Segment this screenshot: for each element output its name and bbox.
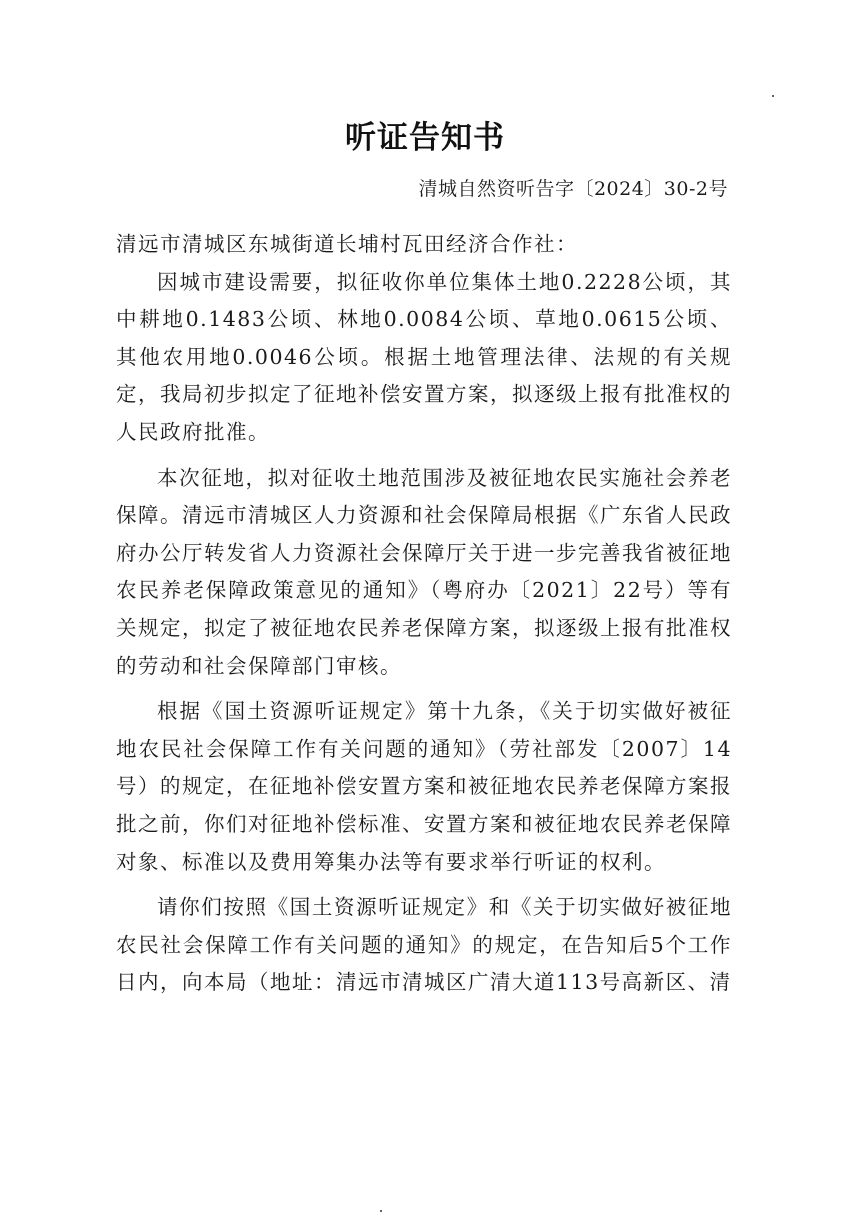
- paragraph-2: 本次征地，拟对征收土地范围涉及被征地农民实施社会养老保障。清远市清城区人力资源和社会保障局根据《广东省人民政府办公厅转发省人力资源社会保障厅关于进一步完善我省被征地农民养老保障政策意见的通知》（粤府办〔2021〕22号）等有关规定，拟定了被征地农民养老保障方案，拟逐级上报有批准权的劳动和社会保障部门审核。: [116, 465, 732, 678]
- paragraph-3: 根据《国土资源听证规定》第十九条，《关于切实做好被征地农民社会保障工作有关问题的通知》（劳社部发〔2007〕14号）的规定，在征地补偿安置方案和被征地农民养老保障方案报批之前，你们对征地补偿标准、安置方案和被征地农民养老保障对象、标准以及费用筹集办法等有要求举行听证的权利。: [116, 699, 732, 874]
- document-title: 听证告知书: [345, 120, 505, 156]
- document-number: 清城自然资听告字〔2024〕30-2号: [418, 178, 728, 200]
- paragraph-4: 请你们按照《国土资源听证规定》和《关于切实做好被征地农民社会保障工作有关问题的通知》的规定，在告知后5个工作日内，向本局（地址：清远市清城区广清大道113号高新区、清: [116, 895, 732, 995]
- addressee: 清远市清城区东城街道长埔村瓦田经济合作社：: [116, 232, 578, 256]
- paragraph-1: 因城市建设需要，拟征收你单位集体土地0.2228公顷，其中耕地0.1483公顷、林地0.0084公顷、草地0.0615公顷、其他农用地0.0046公顷。根据土地管理法律、法规的有关规定，我局初步拟定了征地补偿安置方案，拟逐级上报有批准权的人民政府批准。: [116, 269, 732, 444]
- document-body: [116, 226, 732, 1002]
- scan-speck: [380, 1210, 382, 1212]
- scan-speck: [772, 95, 774, 97]
